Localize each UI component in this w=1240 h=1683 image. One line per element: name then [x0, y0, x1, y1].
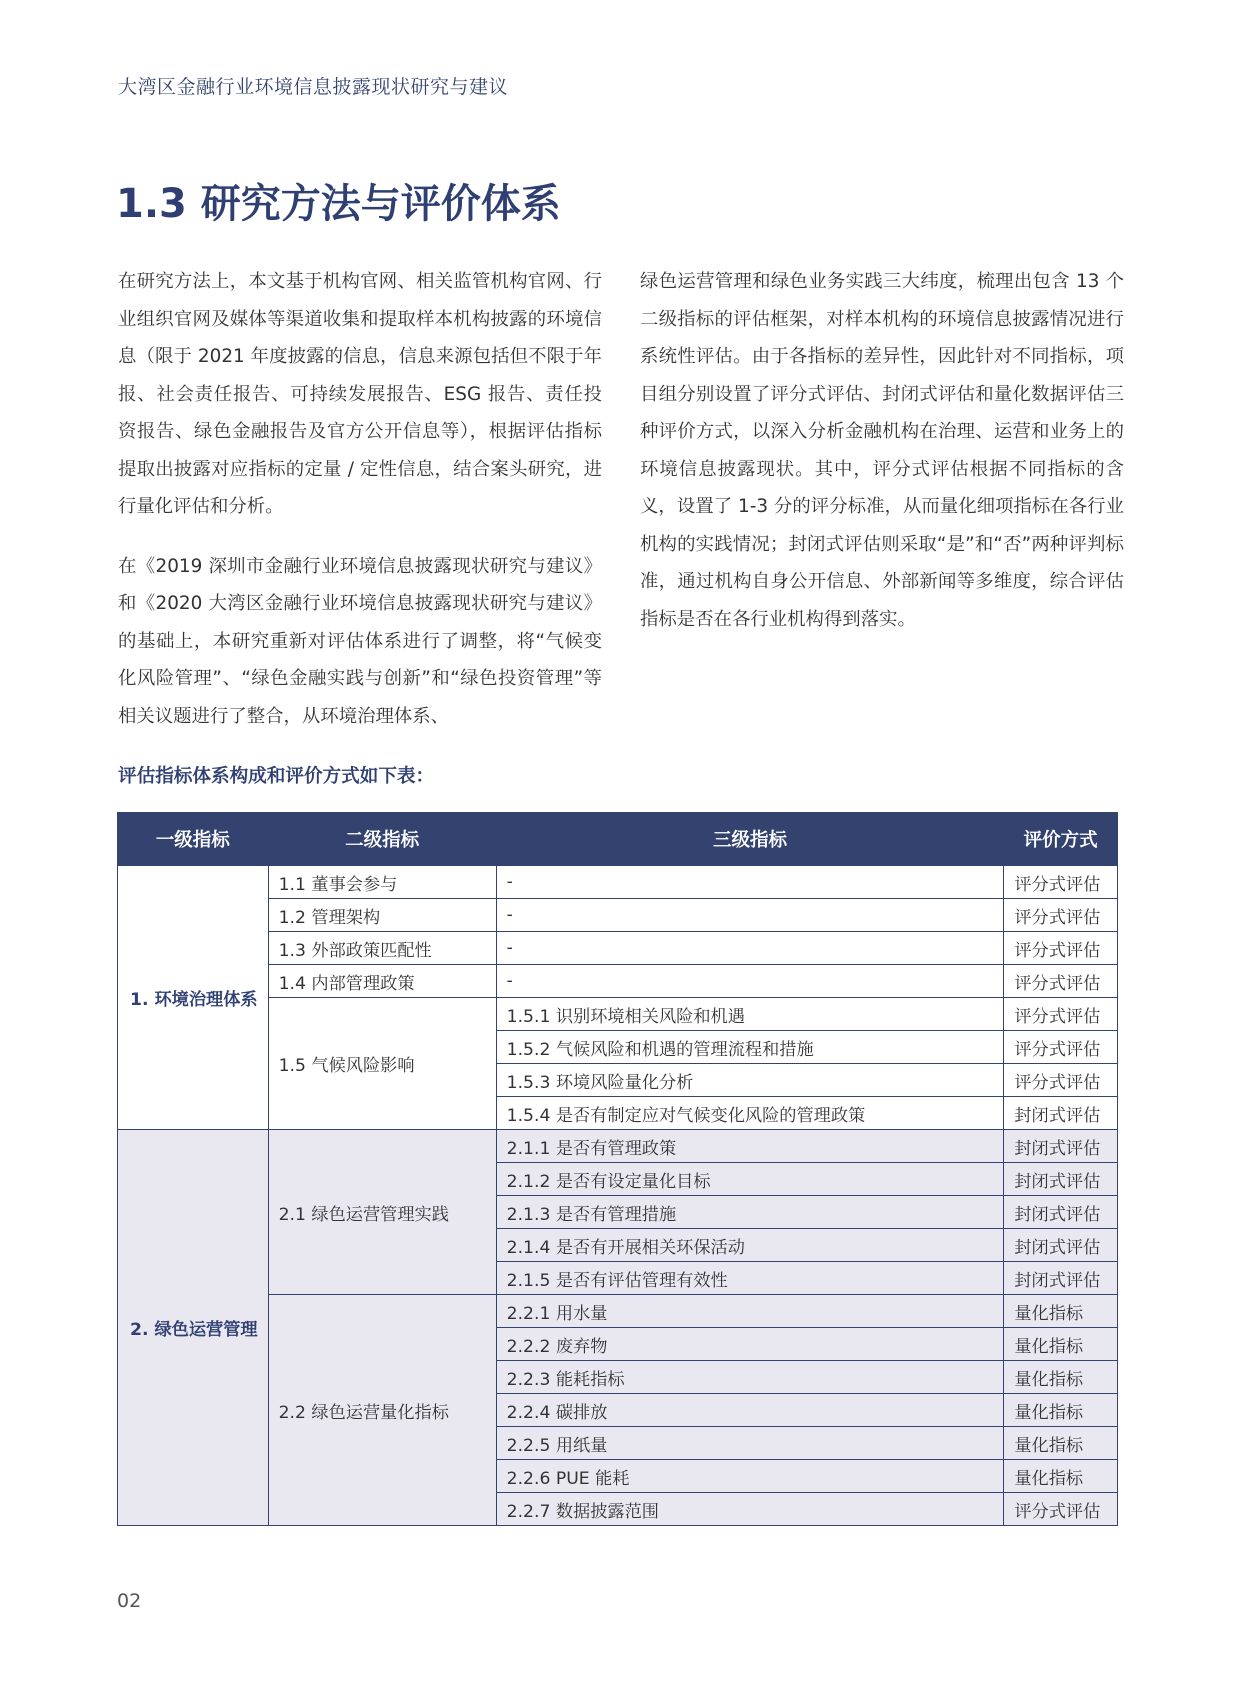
level3-cell: 2.1.1 是否有管理政策 [496, 1130, 1004, 1163]
level3-cell: 2.2.7 数据披露范围 [496, 1493, 1004, 1526]
level3-cell: 2.2.4 碳排放 [496, 1394, 1004, 1427]
method-cell: 评分式评估 [1004, 965, 1118, 998]
table-body [118, 866, 1118, 1526]
method-cell: 评分式评估 [1004, 998, 1118, 1031]
level2-cell: 2.2 绿色运营量化指标 [268, 1295, 496, 1526]
indicator-table [117, 812, 1118, 1526]
table-intro: 评估指标体系构成和评价方式如下表： [118, 766, 435, 787]
right-column [640, 263, 1124, 660]
level3-cell: - [496, 899, 1004, 932]
level3-cell: 2.1.5 是否有评估管理有效性 [496, 1262, 1004, 1295]
level2-cell: 1.5 气候风险影响 [268, 998, 496, 1130]
level3-cell: 2.1.3 是否有管理措施 [496, 1196, 1004, 1229]
method-cell: 量化指标 [1004, 1394, 1118, 1427]
level3-cell: - [496, 866, 1004, 899]
header-level1: 一级指标 [118, 813, 269, 866]
method-cell: 封闭式评估 [1004, 1163, 1118, 1196]
level2-cell: 1.1 董事会参与 [268, 866, 496, 899]
level3-cell: - [496, 932, 1004, 965]
level3-cell: 1.5.2 气候风险和机遇的管理流程和措施 [496, 1031, 1004, 1064]
method-cell: 量化指标 [1004, 1361, 1118, 1394]
method-cell: 封闭式评估 [1004, 1196, 1118, 1229]
method-cell: 评分式评估 [1004, 1031, 1118, 1064]
level3-cell: 2.1.2 是否有设定量化目标 [496, 1163, 1004, 1196]
paragraph: 绿色运营管理和绿色业务实践三大纬度，梳理出包含 13 个二级指标的评估框架，对样本机构的环境信息披露情况进行系统性评估。由于各指标的差异性，因此针对不同指标，项目组分别设置了评分式评估、封闭式评估和量化数据评估三种评价方式，以深入分析金融机构在治理、运营和业务上的环境信息披露现状。其中，评分式评估根据不同指标的含义，设置了 1-3 分的评分标准，从而量化细项指标在各行业机构的实践情况；封闭式评估则采取“是”和“否”两种评判标准，通过机构自身公开信息、外部新闻等多维度，综合评估指标是否在各行业机构得到落实。 [640, 271, 1124, 630]
level3-cell: 2.2.6 PUE 能耗 [496, 1460, 1004, 1493]
level2-cell: 1.2 管理架构 [268, 899, 496, 932]
page-number: 02 [117, 1590, 142, 1612]
method-cell: 封闭式评估 [1004, 1097, 1118, 1130]
table-row [118, 1295, 1118, 1328]
level3-cell: 1.5.4 是否有制定应对气候变化风险的管理政策 [496, 1097, 1004, 1130]
method-cell: 封闭式评估 [1004, 1130, 1118, 1163]
level3-cell: 2.2.3 能耗指标 [496, 1361, 1004, 1394]
level1-cell: 1. 环境治理体系 [118, 866, 269, 1130]
level3-cell: 2.2.5 用纸量 [496, 1427, 1004, 1460]
level3-cell: 1.5.1 识别环境相关风险和机遇 [496, 998, 1004, 1031]
method-cell: 评分式评估 [1004, 899, 1118, 932]
table-row [118, 866, 1118, 899]
level2-cell: 1.3 外部政策匹配性 [268, 932, 496, 965]
table-row [118, 899, 1118, 932]
running-header: 大湾区金融行业环境信息披露现状研究与建议 [118, 76, 509, 98]
level3-cell: 1.5.3 环境风险量化分析 [496, 1064, 1004, 1097]
method-cell: 量化指标 [1004, 1427, 1118, 1460]
method-cell: 评分式评估 [1004, 1493, 1118, 1526]
method-cell: 封闭式评估 [1004, 1262, 1118, 1295]
table-row [118, 965, 1118, 998]
paragraph: 在《2019 深圳市金融行业环境信息披露现状研究与建议》和《2020 大湾区金融行业环境信息披露现状研究与建议》的基础上，本研究重新对评估体系进行了调整，将“气候变化风险管理”、“绿色金融实践与创新”和“绿色投资管理”等相关议题进行了整合，从环境治理体系、 [118, 555, 602, 727]
table-header-row [118, 813, 1118, 866]
method-cell: 量化指标 [1004, 1295, 1118, 1328]
level3-cell: - [496, 965, 1004, 998]
method-cell: 评分式评估 [1004, 1064, 1118, 1097]
level2-cell: 2.1 绿色运营管理实践 [268, 1130, 496, 1295]
left-column [118, 263, 602, 757]
header-level2: 二级指标 [268, 813, 496, 866]
method-cell: 封闭式评估 [1004, 1229, 1118, 1262]
method-cell: 量化指标 [1004, 1328, 1118, 1361]
table-row [118, 932, 1118, 965]
header-method: 评价方式 [1004, 813, 1118, 866]
section-title: 1.3 研究方法与评价体系 [116, 181, 561, 227]
table-row [118, 1130, 1118, 1163]
method-cell: 量化指标 [1004, 1460, 1118, 1493]
level2-cell: 1.4 内部管理政策 [268, 965, 496, 998]
header-level3: 三级指标 [496, 813, 1004, 866]
level1-cell: 2. 绿色运营管理 [118, 1130, 269, 1526]
level3-cell: 2.2.1 用水量 [496, 1295, 1004, 1328]
paragraph: 在研究方法上，本文基于机构官网、相关监管机构官网、行业组织官网及媒体等渠道收集和提取样本机构披露的环境信息（限于 2021 年度披露的信息，信息来源包括但不限于年报、社会责任报告、可持续发展报告、ESG 报告、责任投资报告、绿色金融报告及官方公开信息等），根据评估指标提取出披露对应指标的定量 / 定性信息，结合案头研究，进行量化评估和分析。 [118, 271, 602, 517]
level3-cell: 2.2.2 废弃物 [496, 1328, 1004, 1361]
level3-cell: 2.1.4 是否有开展相关环保活动 [496, 1229, 1004, 1262]
method-cell: 评分式评估 [1004, 932, 1118, 965]
method-cell: 评分式评估 [1004, 866, 1118, 899]
table-row [118, 998, 1118, 1031]
